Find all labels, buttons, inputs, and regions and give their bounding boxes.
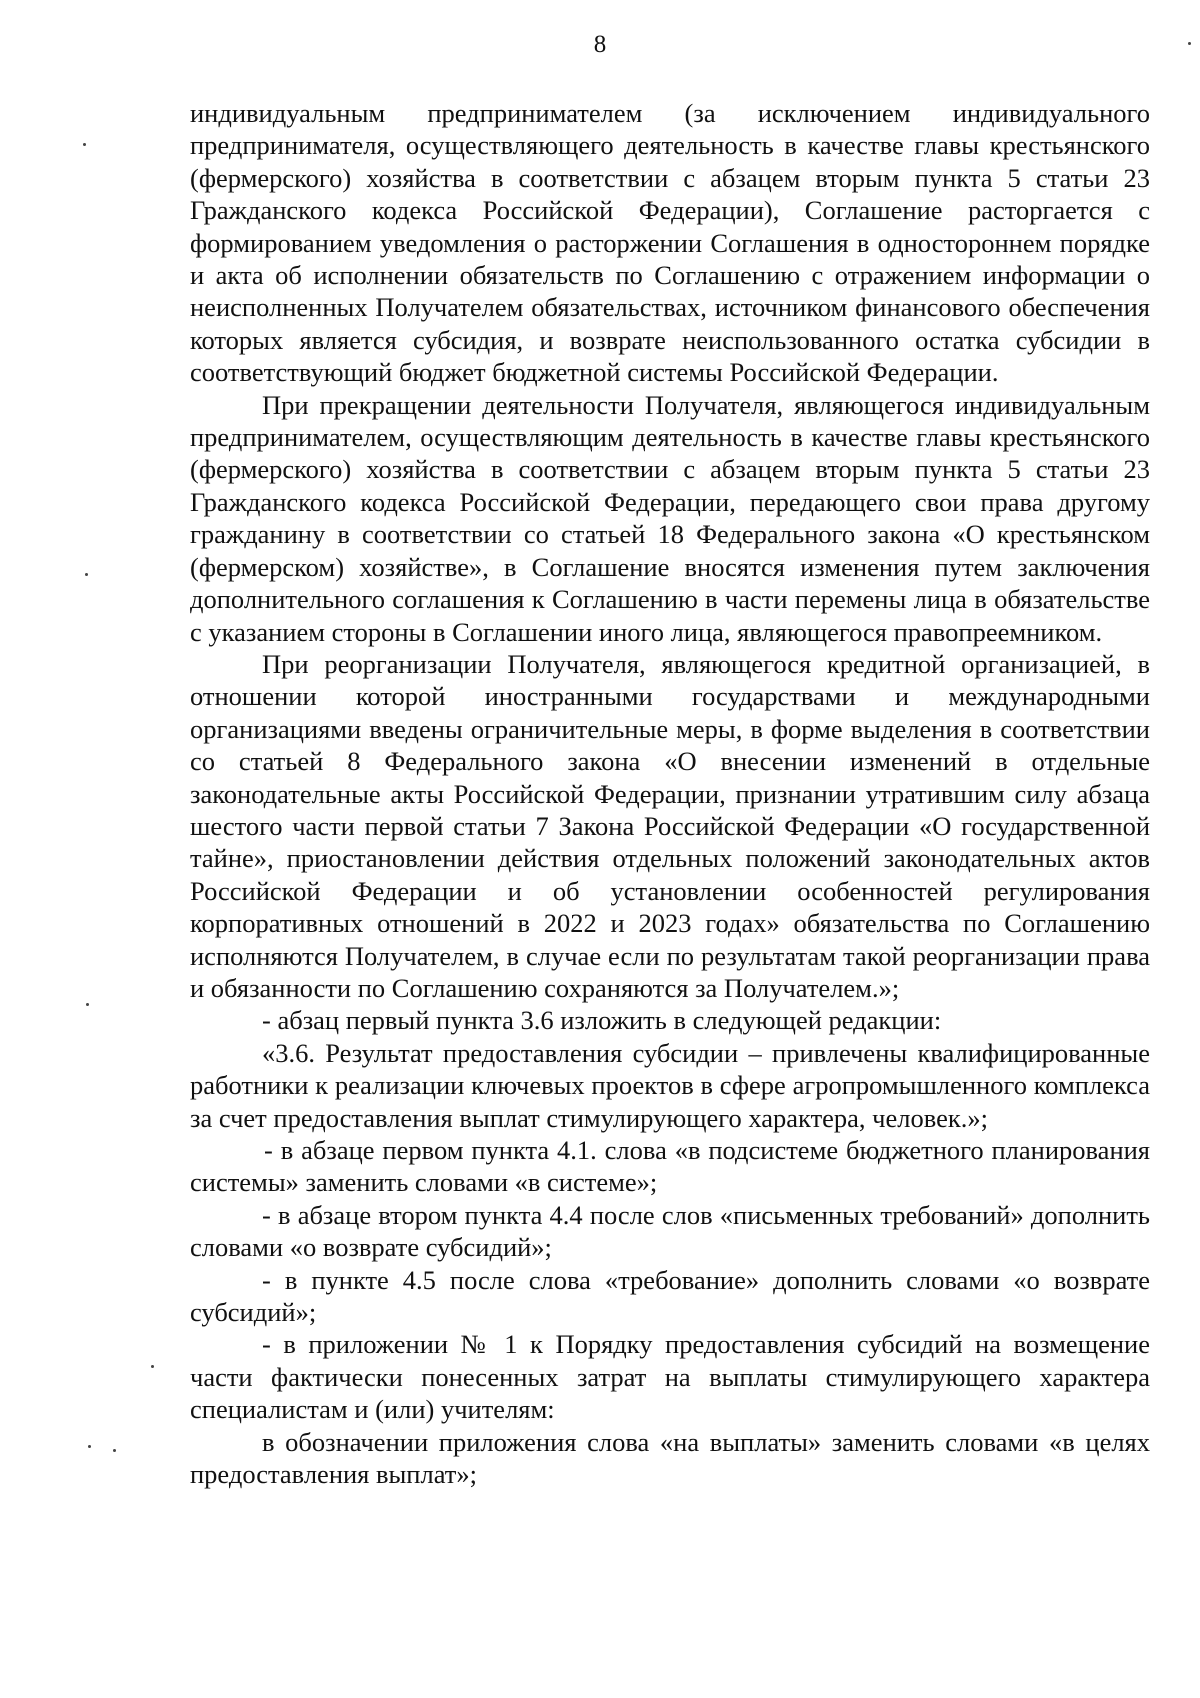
page-number: 8 (593, 31, 607, 58)
scan-speck (1188, 42, 1191, 45)
paragraph-appendix-designation: в обозначении приложения слова «на выплаты» заменить словами «в целях предоставления выплат»; (190, 1426, 1150, 1490)
paragraph-appendix-1: - в приложении № 1 к Порядку предоставления субсидий на возмещение части фактически понесенных затрат на выплаты стимулирующего характера специалистам и (или) учителям: (190, 1329, 1150, 1425)
scan-speck (85, 573, 88, 576)
paragraph-amend-3-6: - абзац первый пункта 3.6 изложить в следующей редакции: (262, 1005, 942, 1036)
document-body (190, 97, 1150, 1490)
scan-speck (113, 1449, 116, 1452)
paragraph-amend-4-1: - в абзаце первом пункта 4.1. слова «в подсистеме бюджетного планирования системы» заменить словами «в системе»; (190, 1135, 1150, 1198)
paragraph-continuation: индивидуальным предпринимателем (за исключением индивидуального предпринимателя, осуществляющего деятельность в качестве главы крестьянского (фермерского) хозяйства в соответствии с абзацем вторым пункта 5 статьи 23 Гражданского кодекса Российской Федерации), Соглашение расторгается с формированием уведомления о расторжении Соглашения в одностороннем порядке и акта об исполнении обязательств по Соглашению с отражением информации о неисполненных Получателем обязательствах, источником финансового обеспечения которых является субсидия, и возврате неиспользованного остатка субсидии в соответствующий бюджет бюджетной системы Российской Федерации. (190, 98, 1150, 388)
scan-speck (151, 1365, 154, 1368)
paragraph-result-3-6: «3.6. Результат предоставления субсидии – привлечены квалифицированные работники к реализации ключевых проектов в сфере агропромышленного комплекса за счет предоставления выплат стимулирующего характера, человек.»; (190, 1037, 1150, 1133)
scan-speck (86, 1003, 89, 1006)
paragraph-amend-4-4: - в абзаце втором пункта 4.4 после слов «письменных требований» дополнить словами «о возврате субсидий»; (190, 1199, 1150, 1263)
paragraph-reorganization: При реорганизации Получателя, являющегося кредитной организацией, в отношении которой иностранными государствами и международными организациями введены ограничительные меры, в форме выделения в соответствии со статьей 8 Федерального закона «О внесении изменений в отдельные законодательные акты Российской Федерации, признании утратившим силу абзаца шестого части первой статьи 7 Закона Российской Федерации «О государственной тайне», приостановлении действия отдельных положений законодательных актов Российской Федерации и об установлении особенностей регулирования корпоративных отношений в 2022 и 2023 годах» обязательства по Соглашению исполняются Получателем, в случае если по результатам такой реорганизации права и обязанности по Соглашению сохраняются за Получателем.»; (190, 648, 1150, 1003)
scan-speck (88, 1445, 91, 1448)
paragraph-amend-4-5: - в пункте 4.5 после слова «требование» дополнить словами «о возврате субсидий»; (190, 1264, 1150, 1328)
scan-speck (83, 143, 86, 146)
paragraph-termination-of-activity: При прекращении деятельности Получателя, являющегося индивидуальным предпринимателем, осуществляющим деятельность в качестве главы крестьянского (фермерского) хозяйства в соответствии с абзацем вторым пункта 5 статьи 23 Гражданского кодекса Российской Федерации, передающего свои права другому гражданину в соответствии со статьей 18 Федерального закона «О крестьянском (фермерском) хозяйстве», в Соглашение вносятся изменения путем заключения дополнительного соглашения к Соглашению в части перемены лица в обязательстве с указанием стороны в Соглашении иного лица, являющегося правопреемником. (190, 389, 1150, 647)
